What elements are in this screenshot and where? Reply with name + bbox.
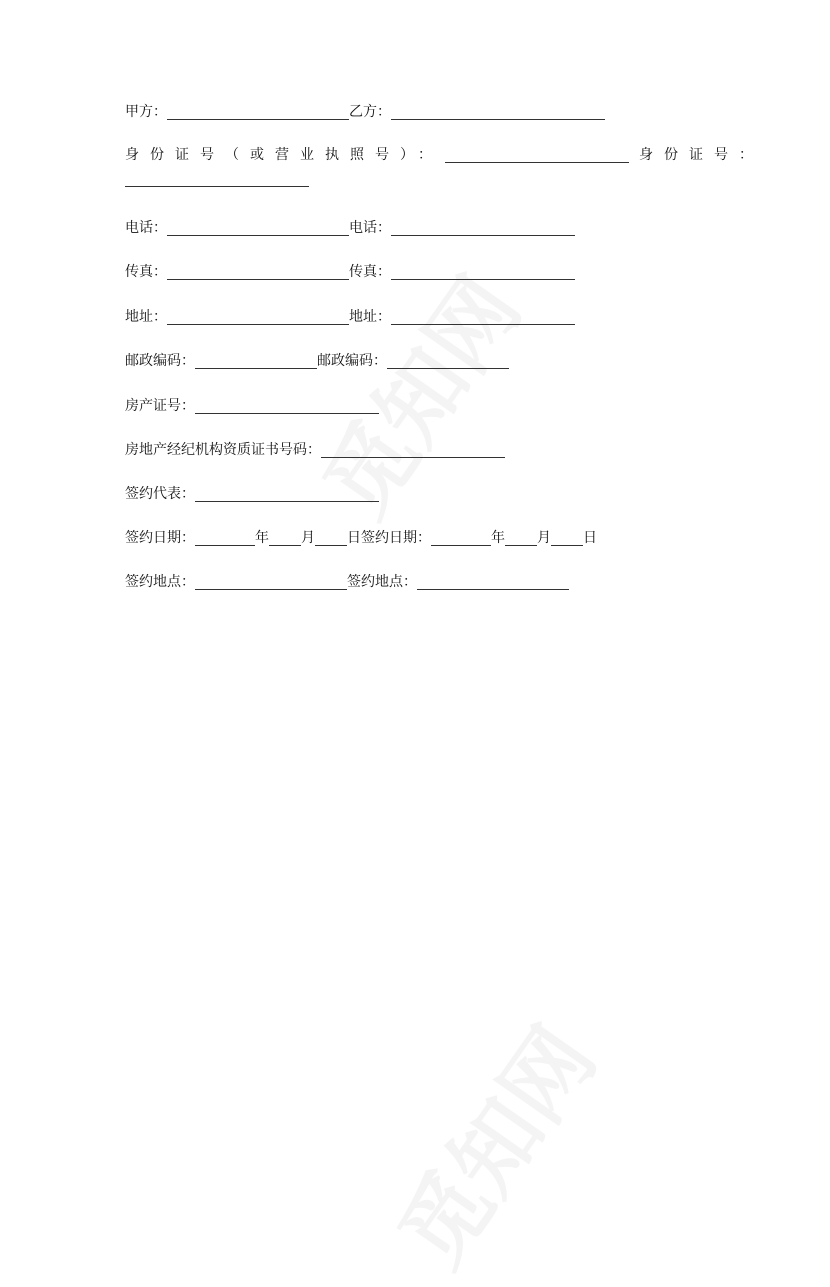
phone-a-label: 电话： <box>125 220 167 236</box>
sign-date-b-label: 签约日期： <box>361 530 431 546</box>
id-license-label: 身份证号（或营业执照号）： <box>125 147 443 163</box>
fax-b-blank[interactable] <box>391 265 575 280</box>
party-a-blank[interactable] <box>167 105 349 120</box>
fax-a-blank[interactable] <box>167 265 349 280</box>
watermark-bottom <box>365 999 620 1287</box>
address-a-blank[interactable] <box>167 310 349 325</box>
postal-a-label: 邮政编码： <box>125 353 195 369</box>
row-sign-date <box>125 528 597 548</box>
party-a-label: 甲方： <box>125 104 167 120</box>
row-agency-cert <box>125 440 505 460</box>
postal-b-blank[interactable] <box>387 354 509 369</box>
fax-a-label: 传真： <box>125 264 167 280</box>
sign-date-b-year-blank[interactable] <box>431 531 491 546</box>
representative-label: 签约代表： <box>125 486 195 502</box>
sign-date-a-month: 月 <box>301 530 315 546</box>
phone-b-label: 电话： <box>349 220 391 236</box>
sign-date-b-day: 日 <box>583 530 597 546</box>
postal-b-label: 邮政编码： <box>317 353 387 369</box>
sign-date-a-day: 日 <box>347 530 361 546</box>
sign-date-a-month-blank[interactable] <box>269 531 301 546</box>
sign-place-a-blank[interactable] <box>195 575 347 590</box>
row-id <box>125 145 764 165</box>
address-a-label: 地址： <box>125 309 167 325</box>
sign-date-b-month: 月 <box>537 530 551 546</box>
sign-date-a-year: 年 <box>255 530 269 546</box>
agency-cert-label: 房地产经纪机构资质证书号码： <box>125 442 321 458</box>
property-cert-label: 房产证号： <box>125 398 195 414</box>
postal-a-blank[interactable] <box>195 354 317 369</box>
agency-cert-blank[interactable] <box>321 443 505 458</box>
fax-b-label: 传真： <box>349 264 391 280</box>
address-b-label: 地址： <box>349 309 391 325</box>
sign-date-a-day-blank[interactable] <box>315 531 347 546</box>
sign-date-b-day-blank[interactable] <box>551 531 583 546</box>
row-property-cert <box>125 396 379 416</box>
row-fax <box>125 262 575 282</box>
row-sign-place <box>125 572 569 592</box>
property-cert-blank[interactable] <box>195 399 379 414</box>
sign-place-b-blank[interactable] <box>417 575 569 590</box>
sign-date-a-year-blank[interactable] <box>195 531 255 546</box>
id-license-blank[interactable] <box>445 148 629 163</box>
phone-a-blank[interactable] <box>167 221 349 236</box>
address-b-blank[interactable] <box>391 310 575 325</box>
id-number-blank[interactable] <box>125 172 309 187</box>
sign-place-a-label: 签约地点： <box>125 574 195 590</box>
party-b-label: 乙方： <box>349 104 391 120</box>
id-number-label: 身份证号： <box>639 147 764 163</box>
party-b-blank[interactable] <box>391 105 605 120</box>
row-representative <box>125 484 379 504</box>
phone-b-blank[interactable] <box>391 221 575 236</box>
row-phone <box>125 218 575 238</box>
row-address <box>125 307 575 327</box>
sign-date-b-month-blank[interactable] <box>505 531 537 546</box>
sign-date-a-label: 签约日期： <box>125 530 195 546</box>
representative-blank[interactable] <box>195 487 379 502</box>
row-party <box>125 102 605 122</box>
row-id-continued <box>125 172 309 189</box>
row-postal <box>125 351 509 371</box>
sign-date-b-year: 年 <box>491 530 505 546</box>
sign-place-b-label: 签约地点： <box>347 574 417 590</box>
